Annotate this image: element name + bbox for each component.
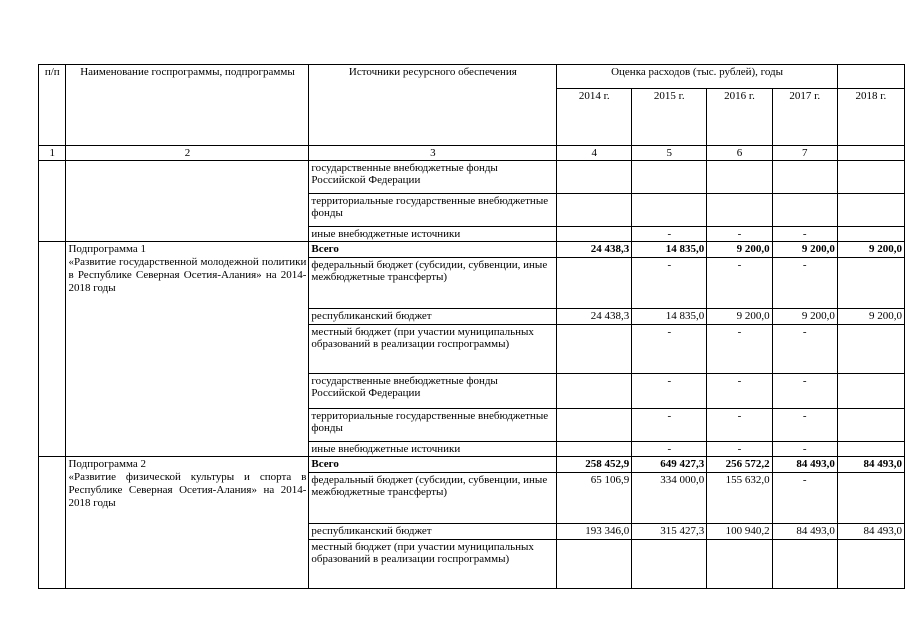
value-cell: 256 572,2	[707, 457, 772, 473]
value-cell: 14 835,0	[632, 242, 707, 258]
value-cell: -	[772, 374, 837, 409]
subprogram-title: Подпрограмма 2	[68, 458, 146, 470]
table-body	[39, 65, 905, 589]
value-cell	[557, 540, 632, 589]
column-number: 2	[66, 146, 309, 161]
source-cell: федеральный бюджет (субсидии, субвенции, иные межбюджетные трансферты)	[309, 473, 557, 524]
value-cell	[837, 258, 904, 309]
header-year: 2017 г.	[772, 88, 837, 145]
source-cell: республиканский бюджет	[309, 309, 557, 325]
value-cell: 84 493,0	[772, 457, 837, 473]
value-cell: -	[772, 409, 837, 442]
value-cell	[632, 540, 707, 589]
value-cell: -	[707, 325, 772, 374]
value-cell	[707, 194, 772, 227]
resource-table	[38, 64, 905, 589]
header-row	[39, 65, 905, 89]
program-name-cell	[66, 457, 309, 589]
value-cell: -	[707, 442, 772, 457]
source-cell: иные внебюджетные источники	[309, 442, 557, 457]
value-cell	[707, 161, 772, 194]
value-cell	[837, 473, 904, 524]
row-number-cell	[39, 457, 66, 589]
value-cell	[837, 540, 904, 589]
value-cell: -	[707, 227, 772, 242]
value-cell	[837, 325, 904, 374]
subprogram-name: «Развитие физической культуры и спорта в Республике Северная Осетия-Алания» на 2014-2018 годы	[68, 471, 307, 509]
header-year: 2015 г.	[632, 88, 707, 145]
value-cell: -	[772, 258, 837, 309]
value-cell	[557, 442, 632, 457]
value-cell: -	[772, 325, 837, 374]
value-cell	[557, 409, 632, 442]
value-cell	[837, 161, 904, 194]
value-cell: -	[772, 473, 837, 524]
subprogram-title: Подпрограмма 1	[68, 243, 146, 255]
column-number: 1	[39, 146, 66, 161]
value-cell: 9 200,0	[837, 242, 904, 258]
source-cell: государственные внебюджетные фонды Российской Федерации	[309, 161, 557, 194]
value-cell: 65 106,9	[557, 473, 632, 524]
value-cell	[707, 540, 772, 589]
value-cell: 193 346,0	[557, 524, 632, 540]
value-cell: -	[632, 227, 707, 242]
value-cell: 24 438,3	[557, 309, 632, 325]
table-row	[39, 161, 905, 194]
value-cell	[632, 194, 707, 227]
value-cell: 315 427,3	[632, 524, 707, 540]
value-cell: 9 200,0	[772, 242, 837, 258]
value-cell	[837, 442, 904, 457]
value-cell: 14 835,0	[632, 309, 707, 325]
value-cell: -	[632, 442, 707, 457]
value-cell	[557, 374, 632, 409]
header-year: 2014 г.	[557, 88, 632, 145]
source-cell: местный бюджет (при участии муниципальных образований в реализации госпрограммы)	[309, 540, 557, 589]
value-cell: -	[632, 258, 707, 309]
value-cell	[557, 161, 632, 194]
subprogram-name: «Развитие государственной молодежной политики в Республике Северная Осетия-Алания» на 2014-2018 годы	[68, 256, 307, 294]
value-cell	[837, 409, 904, 442]
value-cell: 84 493,0	[772, 524, 837, 540]
source-cell: федеральный бюджет (субсидии, субвенции, иные межбюджетные трансферты)	[309, 258, 557, 309]
value-cell	[557, 325, 632, 374]
value-cell	[837, 374, 904, 409]
header-costs: Оценка расходов (тыс. рублей), годы	[557, 65, 838, 89]
header-name: Наименование госпрограммы, подпрограммы	[66, 65, 309, 146]
value-cell	[772, 161, 837, 194]
source-cell: Всего	[309, 457, 557, 473]
column-number: 7	[772, 146, 837, 161]
source-cell: территориальные государственные внебюджетные фонды	[309, 194, 557, 227]
value-cell: -	[772, 442, 837, 457]
program-name-cell	[66, 242, 309, 457]
value-cell	[632, 161, 707, 194]
source-cell: государственные внебюджетные фонды Российской Федерации	[309, 374, 557, 409]
value-cell: -	[632, 409, 707, 442]
value-cell	[837, 194, 904, 227]
value-cell: 24 438,3	[557, 242, 632, 258]
value-cell: 334 000,0	[632, 473, 707, 524]
value-cell: 84 493,0	[837, 524, 904, 540]
header-year: 2018 г.	[837, 88, 904, 145]
table-row	[39, 242, 905, 258]
header-costs-blank	[837, 65, 904, 89]
column-number	[837, 146, 904, 161]
header-num: п/п	[39, 65, 66, 146]
header-sources: Источники ресурсного обеспечения	[309, 65, 557, 146]
source-cell: местный бюджет (при участии муниципальных образований в реализации госпрограммы)	[309, 325, 557, 374]
value-cell: 155 632,0	[707, 473, 772, 524]
value-cell	[557, 194, 632, 227]
row-number-cell	[39, 161, 66, 242]
value-cell: -	[707, 374, 772, 409]
header-year: 2016 г.	[707, 88, 772, 145]
value-cell: -	[632, 374, 707, 409]
column-number: 6	[707, 146, 772, 161]
value-cell: -	[772, 227, 837, 242]
value-cell: 649 427,3	[632, 457, 707, 473]
value-cell: -	[632, 325, 707, 374]
value-cell: 9 200,0	[772, 309, 837, 325]
value-cell: -	[707, 409, 772, 442]
value-cell: 258 452,9	[557, 457, 632, 473]
source-cell: территориальные государственные внебюджетные фонды	[309, 409, 557, 442]
value-cell	[772, 194, 837, 227]
source-cell: иные внебюджетные источники	[309, 227, 557, 242]
value-cell	[772, 540, 837, 589]
value-cell: 9 200,0	[837, 309, 904, 325]
program-name-cell	[66, 161, 309, 242]
value-cell: 84 493,0	[837, 457, 904, 473]
column-number: 3	[309, 146, 557, 161]
value-cell	[837, 227, 904, 242]
value-cell: 100 940,2	[707, 524, 772, 540]
row-number-cell	[39, 242, 66, 457]
value-cell: 9 200,0	[707, 309, 772, 325]
value-cell	[557, 258, 632, 309]
source-cell: республиканский бюджет	[309, 524, 557, 540]
value-cell: 9 200,0	[707, 242, 772, 258]
column-number: 4	[557, 146, 632, 161]
table-row	[39, 457, 905, 473]
column-number: 5	[632, 146, 707, 161]
column-numbers-row	[39, 146, 905, 161]
value-cell	[557, 227, 632, 242]
source-cell: Всего	[309, 242, 557, 258]
value-cell: -	[707, 258, 772, 309]
